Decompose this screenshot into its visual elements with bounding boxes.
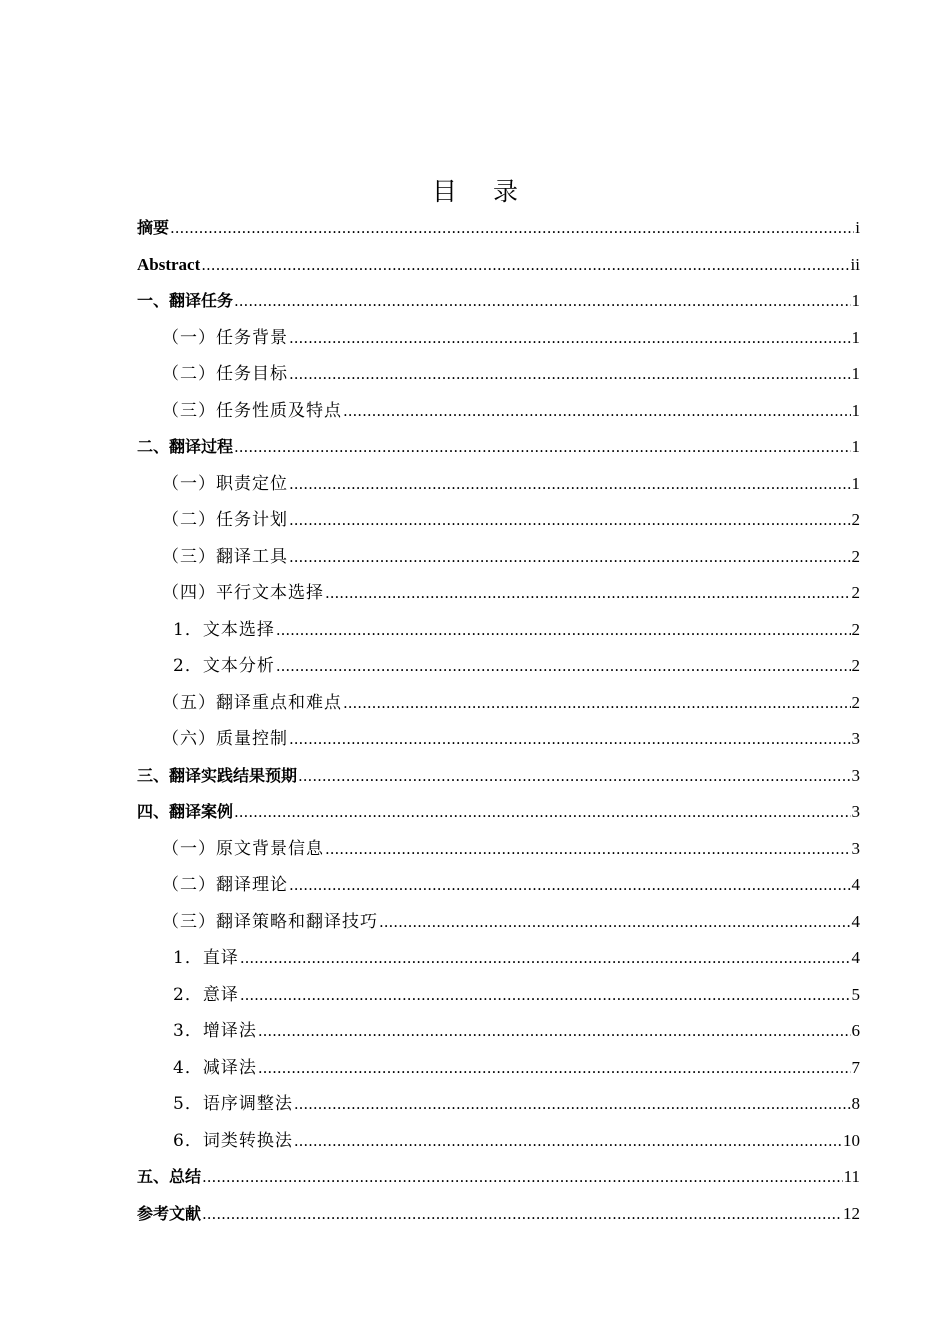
toc-entry[interactable] xyxy=(137,613,860,650)
toc-entry-label: （一）原文背景信息 xyxy=(162,838,324,859)
toc-entry-label: 2．文本分析 xyxy=(173,656,275,676)
toc-entry[interactable] xyxy=(137,1051,860,1088)
toc-entry[interactable] xyxy=(137,722,860,759)
dot-leader xyxy=(289,722,851,756)
toc-entry[interactable] xyxy=(137,211,860,248)
toc-entry-label: （三）翻译工具 xyxy=(162,546,288,567)
toc-entry[interactable] xyxy=(137,649,860,686)
toc-entry[interactable] xyxy=(137,430,860,467)
toc-entry-label: （三）任务性质及特点 xyxy=(162,400,342,421)
toc-entry[interactable] xyxy=(137,540,860,577)
dot-leader xyxy=(276,649,851,683)
toc-entry-page-number: 4 xyxy=(851,875,860,894)
toc-entry-label: 三、翻译实践结果预期 xyxy=(137,765,298,785)
toc-entry-label: 二、翻译过程 xyxy=(137,437,234,456)
toc-entry[interactable] xyxy=(137,868,860,905)
toc-entry-label: 1．文本选择 xyxy=(173,619,275,640)
toc-entry-page-number: 7 xyxy=(851,1057,860,1077)
toc-entry-label: 2．意译 xyxy=(173,984,239,1005)
toc-entry-page-number: 1 xyxy=(851,327,860,347)
dot-leader xyxy=(289,467,851,501)
dot-leader xyxy=(234,284,850,318)
toc-entry[interactable] xyxy=(137,284,860,321)
toc-entry[interactable] xyxy=(137,394,860,431)
toc-entry-label: 四、翻译案例 xyxy=(137,802,234,821)
toc-entry[interactable] xyxy=(137,978,860,1015)
toc-entry-label: （六）质量控制 xyxy=(162,729,288,749)
toc-entry-page-number: 1 xyxy=(851,364,860,383)
toc-entry-page-number: 2 xyxy=(851,510,860,529)
toc-entry-label: （二）任务目标 xyxy=(162,364,288,384)
dot-leader xyxy=(202,1197,842,1231)
dot-leader xyxy=(325,576,851,610)
toc-entry[interactable] xyxy=(137,686,860,723)
toc-entry[interactable] xyxy=(137,467,860,504)
dot-leader xyxy=(258,1014,851,1048)
dot-leader xyxy=(325,832,851,866)
toc-entry-page-number: 1 xyxy=(851,291,860,310)
toc-entry-page-number: 6 xyxy=(851,1021,860,1040)
dot-leader xyxy=(234,795,850,829)
toc-entry-label: 4．减译法 xyxy=(173,1057,257,1078)
toc-entry[interactable] xyxy=(137,1160,860,1197)
toc-entry-page-number: 2 xyxy=(851,583,860,602)
toc-entry[interactable] xyxy=(137,1014,860,1051)
toc-entry-page-number: 2 xyxy=(851,692,860,712)
toc-entry-page-number: 3 xyxy=(851,802,860,821)
toc-entry[interactable] xyxy=(137,1197,860,1234)
toc-entry-page-number: 1 xyxy=(851,400,860,420)
toc-entry-label: 6．词类转换法 xyxy=(173,1130,293,1151)
toc-entry-label: 一、翻译任务 xyxy=(137,291,234,310)
toc-entry-label: 五、总结 xyxy=(137,1167,202,1186)
dot-leader xyxy=(294,1124,842,1158)
toc-entry[interactable] xyxy=(137,576,860,613)
toc-entry-page-number: 10 xyxy=(843,1130,860,1150)
dot-leader xyxy=(234,430,850,464)
dot-leader xyxy=(240,941,851,975)
toc-entry-label: 摘要 xyxy=(137,218,170,237)
dot-leader xyxy=(289,868,851,902)
toc-entry-page-number: 3 xyxy=(851,765,860,785)
toc-entry-page-number: 3 xyxy=(851,729,860,748)
toc-entry-page-number: 3 xyxy=(851,838,860,858)
dot-leader xyxy=(170,211,854,245)
toc-entry[interactable] xyxy=(137,905,860,942)
toc-entry-label: 5．语序调整法 xyxy=(173,1094,293,1114)
toc-entry[interactable] xyxy=(137,1087,860,1124)
toc-entry-page-number: 5 xyxy=(851,984,860,1004)
toc-entry-page-number: 1 xyxy=(851,473,860,493)
toc-entry-label: （二）任务计划 xyxy=(162,510,288,530)
toc-entry-page-number: 1 xyxy=(851,437,860,456)
toc-entry-label: （五）翻译重点和难点 xyxy=(162,692,342,713)
toc-entry-label: （二）翻译理论 xyxy=(162,875,288,895)
toc-entry-label: （一）职责定位 xyxy=(162,473,288,494)
toc-entry-label: 3．增译法 xyxy=(173,1021,257,1041)
toc-entry-page-number: 4 xyxy=(851,948,860,967)
toc-entry[interactable] xyxy=(137,248,860,285)
dot-leader xyxy=(379,905,851,939)
toc-entry-page-number: 12 xyxy=(843,1203,860,1223)
page-title: 目 录 xyxy=(432,177,532,206)
toc-entry[interactable] xyxy=(137,503,860,540)
toc-entry-page-number: 2 xyxy=(851,656,860,675)
toc-entry-page-number: i xyxy=(855,218,860,237)
dot-leader xyxy=(240,978,851,1012)
dot-leader xyxy=(202,1160,843,1194)
toc-entry[interactable] xyxy=(137,795,860,832)
toc-entry[interactable] xyxy=(137,941,860,978)
dot-leader xyxy=(201,248,849,282)
table-of-contents xyxy=(137,211,860,1233)
toc-entry-page-number: 2 xyxy=(851,546,860,566)
dot-leader xyxy=(294,1087,851,1121)
dot-leader xyxy=(289,540,851,574)
toc-entry-label: Abstract xyxy=(137,254,201,274)
dot-leader xyxy=(276,613,851,647)
toc-entry-label: （三）翻译策略和翻译技巧 xyxy=(162,911,378,932)
toc-entry-page-number: 4 xyxy=(851,911,860,931)
toc-entry-page-number: 2 xyxy=(851,619,860,639)
toc-entry[interactable] xyxy=(137,357,860,394)
toc-entry[interactable] xyxy=(137,321,860,358)
toc-entry-label: （四）平行文本选择 xyxy=(162,583,324,603)
dot-leader xyxy=(289,357,851,391)
dot-leader xyxy=(343,394,851,428)
toc-entry-label: 参考文献 xyxy=(137,1203,202,1223)
toc-entry-label: 1．直译 xyxy=(173,948,239,968)
toc-entry[interactable] xyxy=(137,1124,860,1161)
toc-entry[interactable] xyxy=(137,832,860,869)
toc-entry-label: （一）任务背景 xyxy=(162,327,288,348)
toc-entry-page-number: 11 xyxy=(843,1167,860,1186)
dot-leader xyxy=(298,759,850,793)
dot-leader xyxy=(289,503,851,537)
dot-leader xyxy=(289,321,851,355)
toc-entry[interactable] xyxy=(137,759,860,796)
toc-entry-page-number: 8 xyxy=(851,1094,860,1113)
dot-leader xyxy=(343,686,851,720)
toc-entry-page-number: ii xyxy=(850,254,860,274)
dot-leader xyxy=(258,1051,851,1085)
